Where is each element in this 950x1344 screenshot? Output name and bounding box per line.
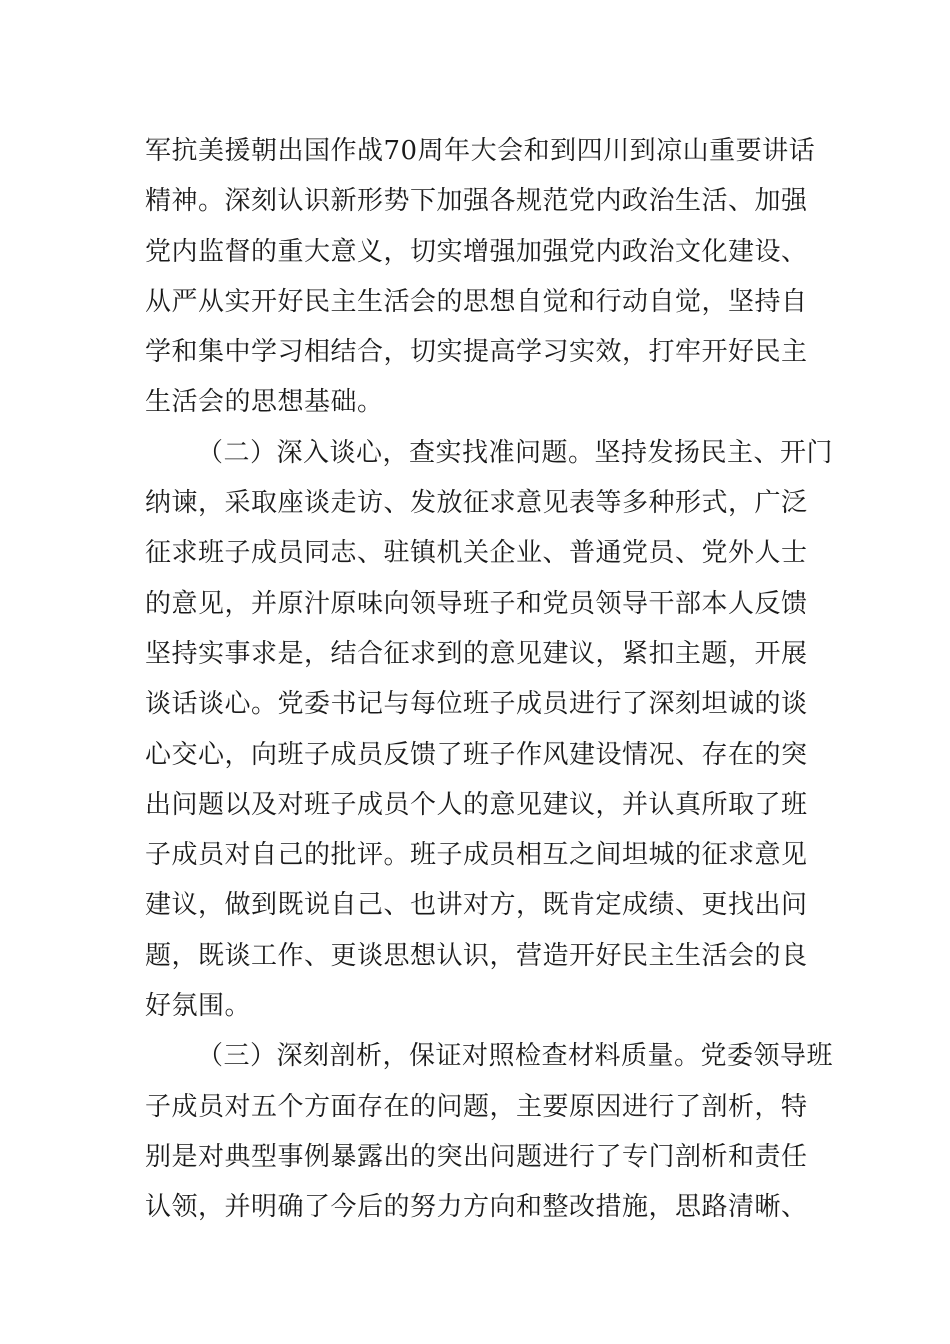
text-line: 学和集中学习相结合，切实提高学习实效，打牢开好民主 [145,337,808,368]
document-body [145,126,834,1233]
text-line: 子成员对自己的批评。班子成员相互之间坦城的征求意见 [145,840,808,871]
text-line: 别是对典型事例暴露出的突出问题进行了专门剖析和责任 [145,1141,808,1172]
paragraph-heading-2: （二）深入谈心，查实找准问题。坚持发扬民主、开门 [197,437,834,468]
text-line: 建议，做到既说自己、也讲对方，既肯定成绩、更找出问 [145,890,808,921]
text-line: 从严从实开好民主生活会的思想自觉和行动自觉，坚持自 [145,286,808,317]
text-line: 的意见，并原汁原味向领导班子和党员领导干部本人反馈 [145,588,808,619]
text-line: 子成员对五个方面存在的问题，主要原因进行了剖析，特 [145,1091,808,1122]
text-line: 好氛围。 [145,991,252,1022]
text-line: 征求班子成员同志、驻镇机关企业、普通党员、党外人士 [145,538,808,569]
text-line: 坚持实事求是，结合征求到的意见建议，紧扣主题，开展 [145,638,808,669]
text-line: 题，既谈工作、更谈思想认识，营造开好民主生活会的良 [145,940,808,971]
text-line: 谈话谈心。党委书记与每位班子成员进行了深刻坦诚的谈 [145,689,808,720]
text-line: 党内监督的重大意义，切实增强加强党内政治文化建设、 [145,236,808,267]
text-line: 生活会的思想基础。 [145,387,384,418]
paragraph-heading-3: （三）深刻剖析，保证对照检查材料质量。党委领导班 [197,1041,834,1072]
text-line: 军抗美援朝出国作战70周年大会和到四川到凉山重要讲话 [145,136,816,166]
text-line: 心交心，向班子成员反馈了班子作风建设情况、存在的突 [145,739,808,770]
text-line: 认领，并明确了今后的努力方向和整改措施，思路清晰、 [145,1192,808,1223]
text-line: 精神。深刻认识新形势下加强各规范党内政治生活、加强 [145,186,808,217]
text-line: 出问题以及对班子成员个人的意见建议，并认真所取了班 [145,789,808,820]
text-line: 纳谏，采取座谈走访、发放征求意见表等多种形式，广泛 [145,488,808,519]
